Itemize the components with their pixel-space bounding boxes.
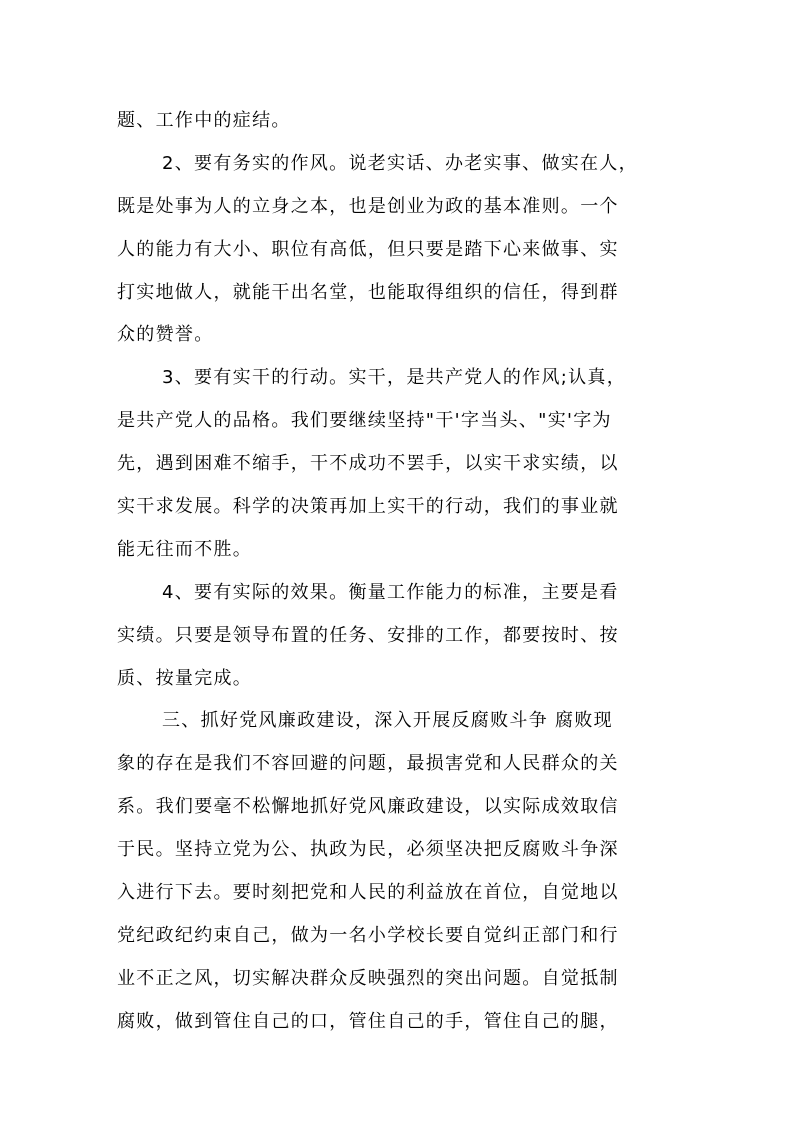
text-line: 入进行下去。要时刻把党和人民的利益放在首位，自觉地以 (117, 882, 619, 904)
text-line: 能无往而不胜。 (117, 538, 253, 560)
text-line: 实绩。只要是领导布置的任务、安排的工作，都要按时、按 (117, 624, 619, 646)
paragraph-line: 2、要有务实的作风。说老实话、办老实事、做实在人， (162, 152, 638, 174)
text-line: 众的赞誉。 (117, 324, 214, 346)
text-line: 实干求发展。科学的决策再加上实干的行动，我们的事业就 (117, 496, 619, 518)
text-line: 打实地做人，就能干出名堂，也能取得组织的信任，得到群 (117, 281, 619, 303)
paragraph-line: 3、要有实干的行动。实干，是共产党人的作风;认真， (162, 367, 627, 389)
text-line: 既是处事为人的立身之本，也是创业为政的基本准则。一个 (117, 195, 619, 217)
text-line: 质、按量完成。 (117, 667, 253, 689)
text-line: 人的能力有大小、职位有高低，但只要是踏下心来做事、实 (117, 238, 619, 260)
paragraph-line: 4、要有实际的效果。衡量工作能力的标准，主要是看 (162, 581, 619, 603)
text-line: 腐败，做到管住自己的口，管住自己的手，管住自己的腿， (117, 1010, 619, 1032)
text-line: 题、工作中的症结。 (117, 110, 291, 131)
text-line: 党纪政纪约束自己，做为一名小学校长要自觉纠正部门和行 (117, 924, 619, 946)
text-line: 业不正之风，切实解决群众反映强烈的突出问题。自觉抵制 (117, 967, 619, 989)
text-line: 系。我们要毫不松懈地抓好党风廉政建设，以实际成效取信 (117, 796, 619, 818)
paragraph-line: 三、抓好党风廉政建设，深入开展反腐败斗争 腐败现 (162, 710, 613, 732)
document-body (117, 100, 685, 1044)
text-line: 是共产党人的品格。我们要继续坚持"干'字当头、"实'字为 (117, 410, 612, 432)
text-line: 于民。坚持立党为公、执政为民，必须坚决把反腐败斗争深 (117, 839, 619, 861)
text-line: 象的存在是我们不容回避的问题，最损害党和人民群众的关 (117, 753, 619, 775)
text-line: 先，遇到困难不缩手，干不成功不罢手，以实干求实绩，以 (117, 453, 619, 475)
